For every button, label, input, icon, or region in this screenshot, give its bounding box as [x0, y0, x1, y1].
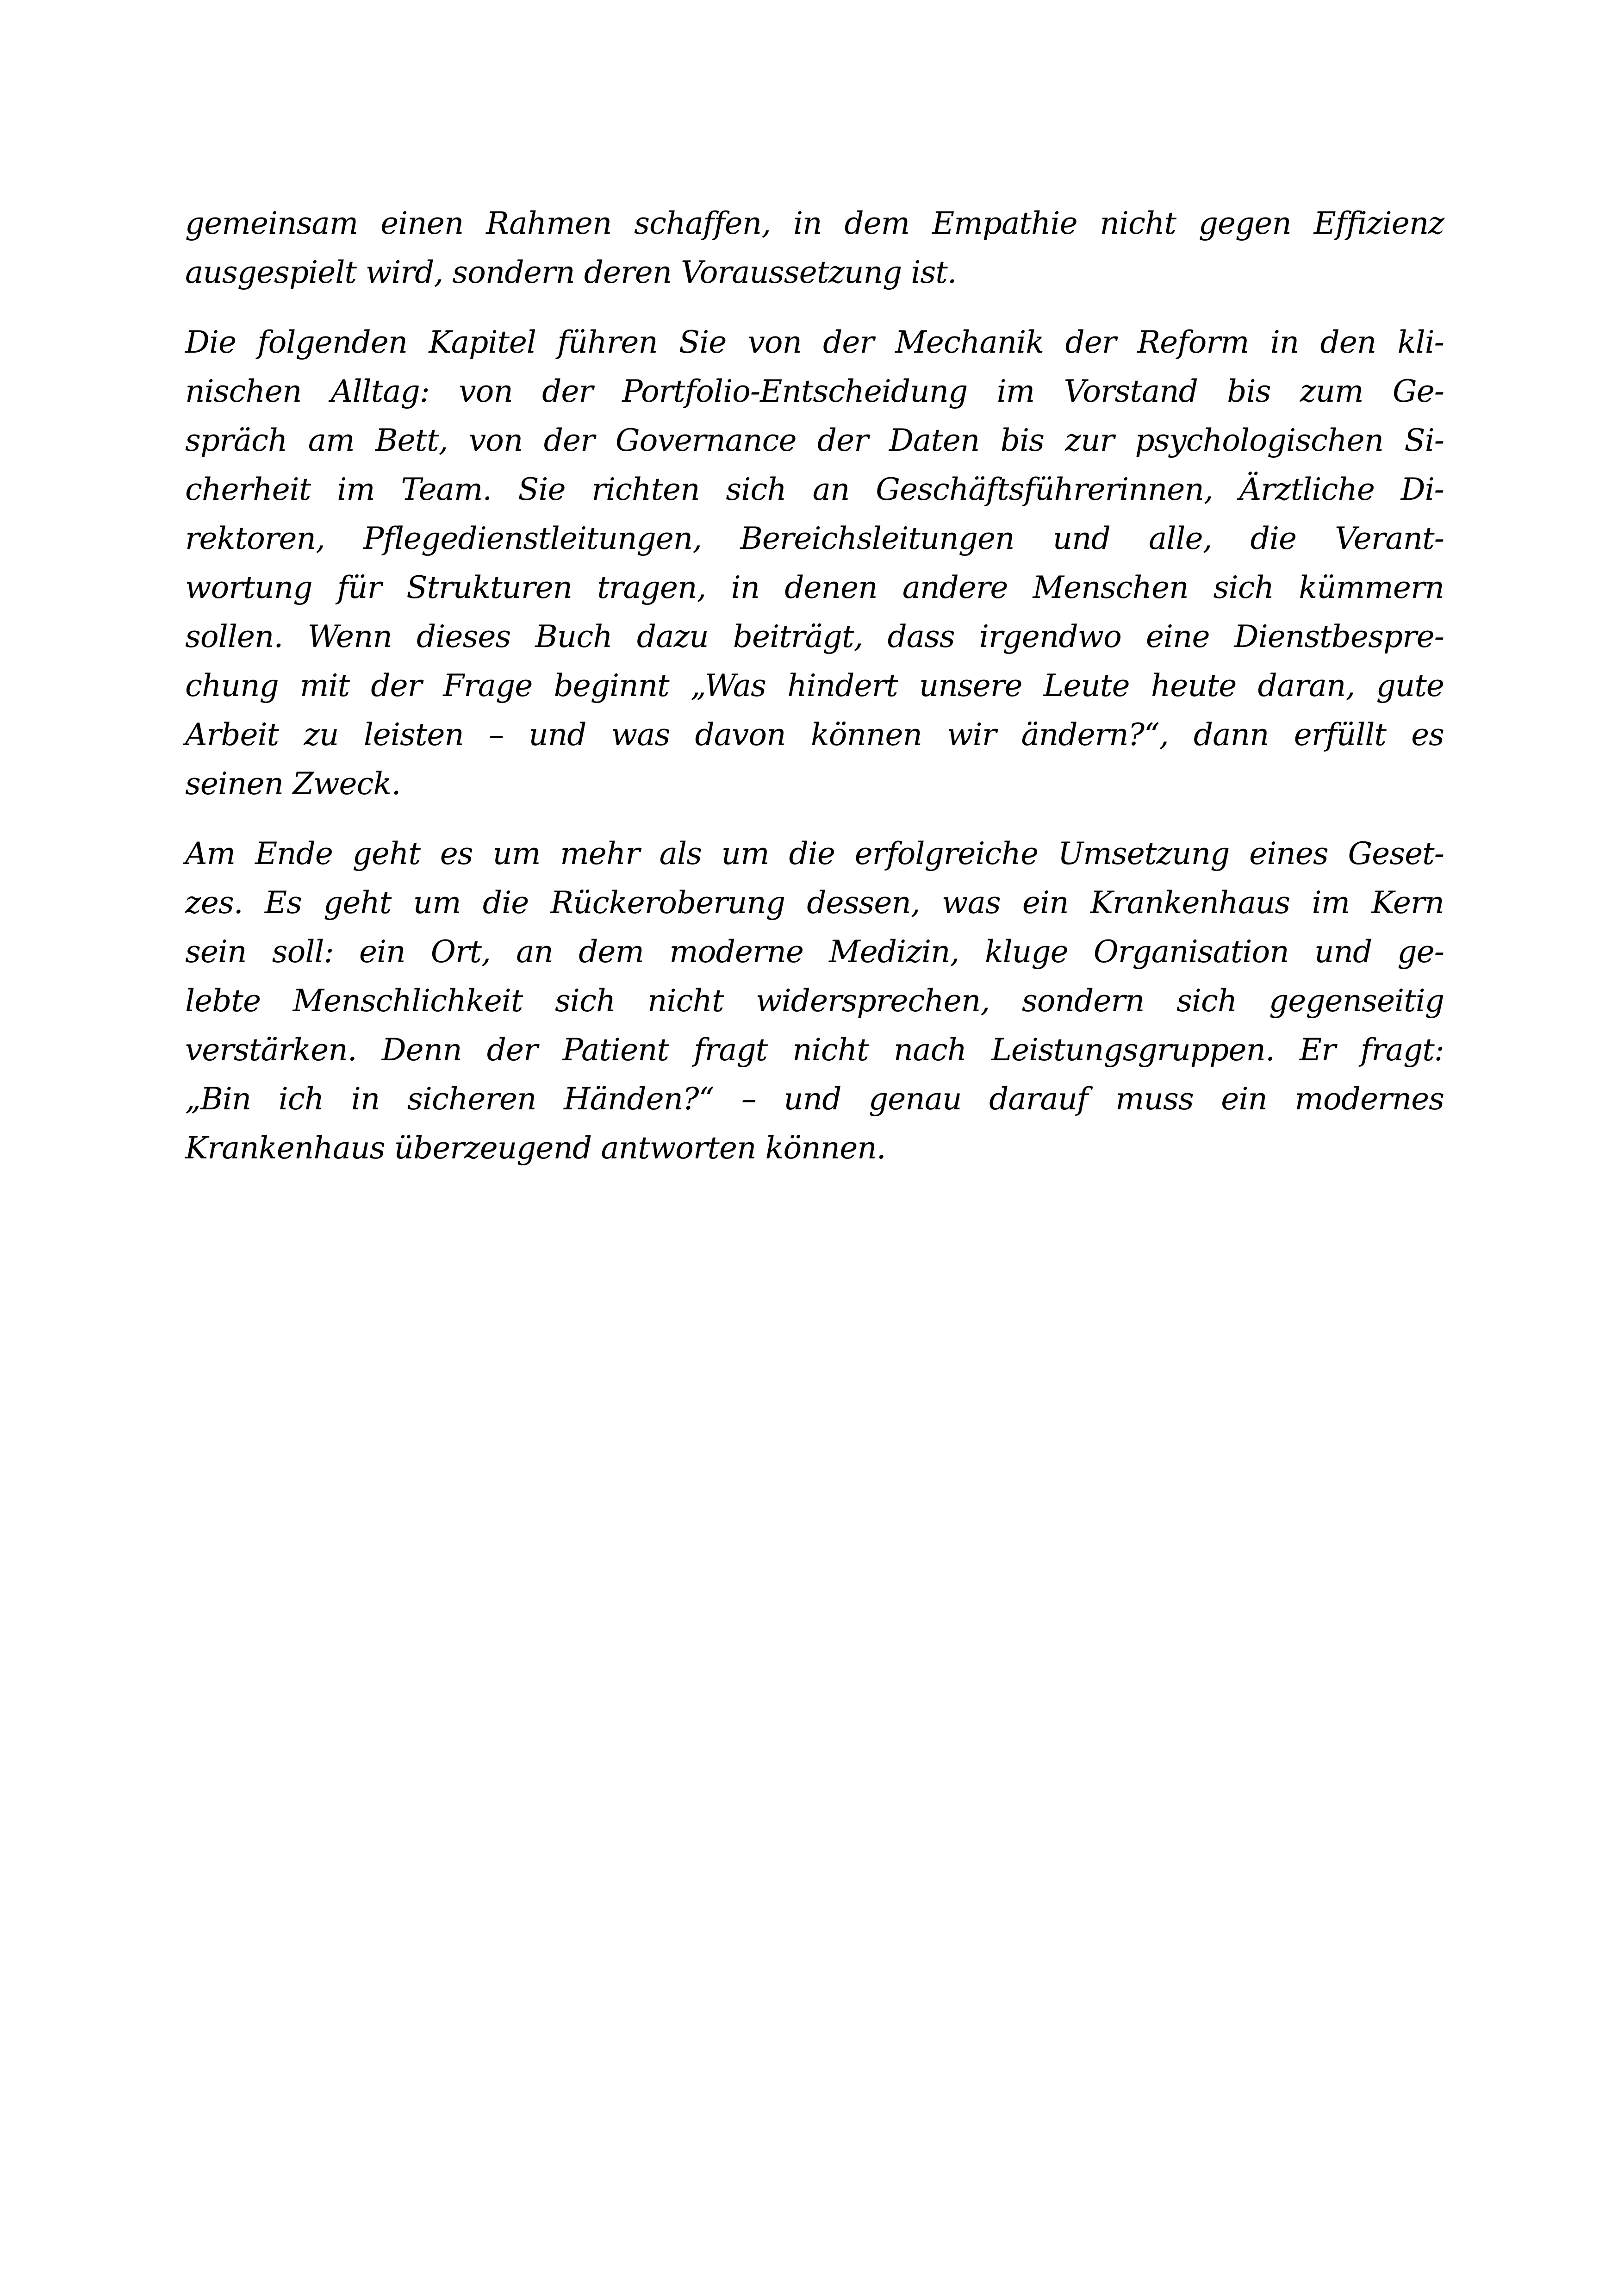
text-line: cherheit im Team. Sie richten sich an Geschäftsführerinnen, Ärztliche Di- — [185, 472, 1444, 507]
paragraph-1 — [185, 199, 1444, 297]
text-line: spräch am Bett, von der Governance der Daten bis zur psychologischen Si- — [185, 423, 1444, 458]
body-text — [185, 199, 1444, 1173]
text-line: lebte Menschlichkeit sich nicht widersprechen, sondern sich gegenseitig — [185, 983, 1444, 1019]
text-line: chung mit der Frage beginnt „Was hindert unsere Leute heute daran, gute — [185, 668, 1444, 703]
text-line: Am Ende geht es um mehr als um die erfolgreiche Umsetzung eines Geset- — [185, 836, 1444, 871]
text-line: sein soll: ein Ort, an dem moderne Medizin, kluge Organisation und ge- — [185, 934, 1444, 970]
text-line: zes. Es geht um die Rückeroberung dessen, was ein Krankenhaus im Kern — [185, 885, 1444, 921]
text-line: wortung für Strukturen tragen, in denen andere Menschen sich kümmern — [185, 570, 1444, 605]
text-line: Die folgenden Kapitel führen Sie von der Mechanik der Reform in den kli- — [185, 324, 1444, 360]
text-line: ausgespielt wird, sondern deren Voraussetzung ist. — [185, 255, 957, 290]
text-line: Arbeit zu leisten – und was davon können wir ändern?“, dann erfüllt es — [185, 717, 1444, 753]
text-line: gemeinsam einen Rahmen schaffen, in dem Empathie nicht gegen Effizienz — [185, 205, 1444, 241]
paragraph-3 — [185, 829, 1444, 1173]
text-line: seinen Zweck. — [185, 766, 401, 802]
paragraph-2 — [185, 318, 1444, 809]
text-line: rektoren, Pflegedienstleitungen, Bereichsleitungen und alle, die Verant- — [185, 521, 1444, 556]
text-line: Krankenhaus überzeugend antworten können. — [185, 1130, 886, 1166]
text-line: nischen Alltag: von der Portfolio-Entscheidung im Vorstand bis zum Ge- — [185, 373, 1444, 409]
text-line: verstärken. Denn der Patient fragt nicht nach Leistungsgruppen. Er fragt: — [185, 1032, 1444, 1068]
text-line: sollen. Wenn dieses Buch dazu beiträgt, dass irgendwo eine Dienstbespre- — [185, 619, 1444, 654]
text-line: „Bin ich in sicheren Händen?“ – und genau darauf muss ein modernes — [185, 1081, 1444, 1117]
